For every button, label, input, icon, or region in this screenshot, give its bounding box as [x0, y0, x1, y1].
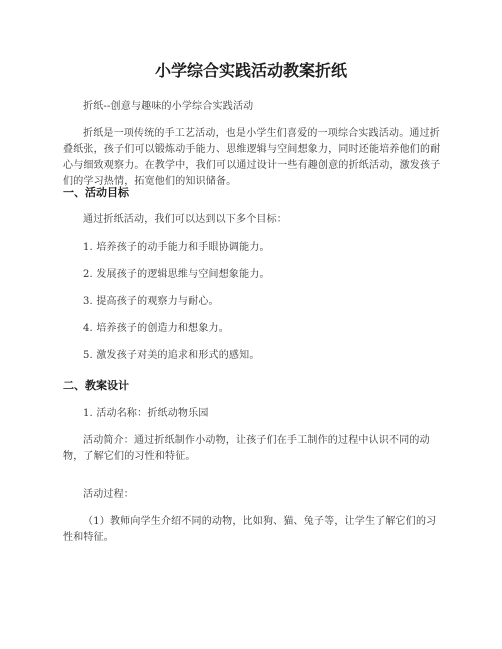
activity-process-label: 活动过程：	[83, 489, 134, 500]
section-heading-goals: 一、活动目标	[63, 186, 129, 199]
goal-item-1: 1. 培养孩子的动手能力和手眼协调能力。	[83, 242, 270, 253]
section-heading-design: 二、教案设计	[63, 379, 129, 392]
activity-intro: 活动简介：通过折纸制作小动物，让孩子们在手工制作的过程中认识不同的动物，了解它们的习性和特征。	[63, 435, 430, 462]
document-title: 小学综合实践活动教案折纸	[154, 61, 347, 80]
goal-item-4: 4. 培养孩子的创造力和想象力。	[83, 323, 229, 334]
document-subtitle: 折纸--创意与趣味的小学综合实践活动	[83, 101, 254, 112]
goal-item-2: 2. 发展孩子的逻辑思维与空间想象能力。	[83, 269, 270, 280]
activity-step-1: （1）教师向学生介绍不同的动物，比如狗、猫、兔子等，让学生了解它们的习性和特征。	[63, 516, 437, 543]
activity-name: 1. 活动名称：折纸动物乐园	[83, 408, 209, 419]
goal-item-5: 5. 激发孩子对美的追求和形式的感知。	[83, 350, 260, 361]
intro-paragraph: 折纸是一项传统的手工艺活动，也是小学生们喜爱的一项综合实践活动。通过折叠纸张，孩子们可以锻炼动手能力、思维逻辑与空间想象力，同时还能培养他们的耐心与细致观察力。在教学中，我们可以通过设计一些有趣创意的折纸活动，激发孩子们的学习热情，拓宽他们的知识储备。	[63, 128, 441, 187]
goal-item-3: 3. 提高孩子的观察力与耐心。	[83, 296, 219, 307]
goals-lead-paragraph: 通过折纸活动，我们可以达到以下多个目标：	[83, 214, 287, 225]
